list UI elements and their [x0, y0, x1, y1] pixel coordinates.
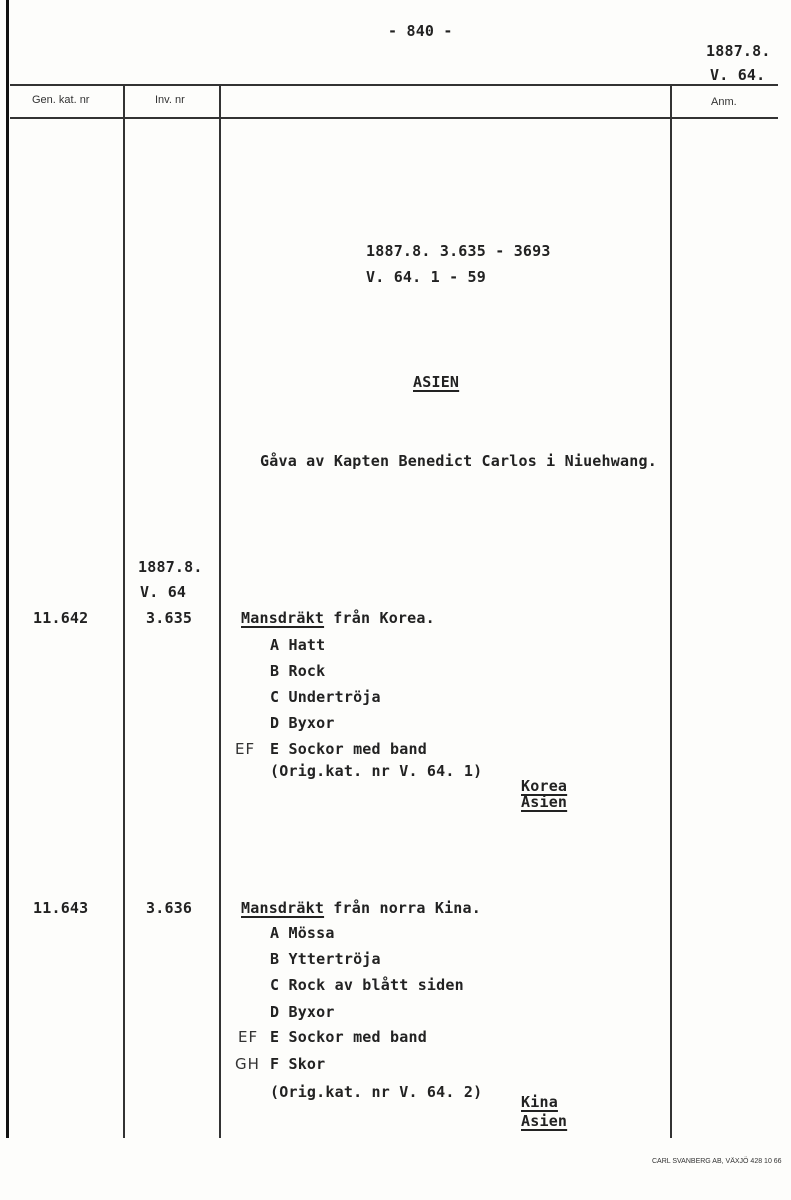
entry-title	[241, 609, 435, 627]
entry-item: A Mössa	[270, 924, 335, 942]
handwritten-mark: EF	[235, 740, 256, 758]
entry-title-underlined: Mansdräkt	[241, 899, 325, 917]
entry-item: C Undertröja	[270, 688, 381, 706]
inv-block-header-line1: 1887.8.	[138, 558, 203, 576]
entry-item: E Sockor med band	[270, 740, 427, 758]
page-number: - 840 -	[388, 22, 453, 40]
entry-title-rest: från norra Kina.	[324, 899, 482, 917]
top-right-ref-line2: V. 64.	[710, 66, 766, 84]
entry-tag-continent: Asien	[521, 793, 568, 811]
collection-ref-line1: 1887.8. 3.635 - 3693	[366, 242, 551, 260]
entry-tag-country: Korea	[521, 777, 568, 795]
donation-line: Gåva av Kapten Benedict Carlos i Niuehwang.	[260, 452, 657, 470]
entry-item: E Sockor med band	[270, 1028, 427, 1046]
entry-item: B Yttertröja	[270, 950, 381, 968]
entry-item: A Hatt	[270, 636, 326, 654]
entry-item: F Skor	[270, 1055, 326, 1073]
entry-title-underlined: Mansdräkt	[241, 609, 325, 627]
entry-title	[241, 899, 481, 917]
column-header-anm: Anm.	[711, 96, 737, 108]
entry-title-rest: från Korea.	[324, 609, 435, 627]
handwritten-mark: GH	[235, 1055, 260, 1073]
region-heading: ASIEN	[413, 373, 460, 391]
entry-orig-ref: (Orig.kat. nr V. 64. 2)	[270, 1083, 483, 1101]
inv-block-header-line2: V. 64	[140, 583, 187, 601]
entry-tag-continent: Asien	[521, 1112, 568, 1130]
entry-orig-ref: (Orig.kat. nr V. 64. 1)	[270, 762, 483, 780]
entry-item: B Rock	[270, 662, 326, 680]
top-right-ref-line1: 1887.8.	[706, 42, 771, 60]
handwritten-mark: EF	[238, 1028, 259, 1046]
entry-gen-number: 11.642	[33, 609, 89, 627]
entry-inv-number: 3.636	[146, 899, 193, 917]
entry-item: D Byxor	[270, 1003, 335, 1021]
left-margin-line	[6, 0, 9, 1138]
column-divider-inv-desc	[219, 84, 221, 1138]
header-bottom-rule	[10, 117, 778, 119]
collection-ref-line2: V. 64. 1 - 59	[366, 268, 486, 286]
entry-gen-number: 11.643	[33, 899, 89, 917]
column-header-inv: Inv. nr	[155, 94, 185, 106]
entry-inv-number: 3.635	[146, 609, 193, 627]
column-divider-desc-anm	[670, 84, 672, 1138]
entry-item: D Byxor	[270, 714, 335, 732]
entry-item: C Rock av blått siden	[270, 976, 464, 994]
column-header-gen-kat: Gen. kat. nr	[32, 94, 90, 106]
printer-footer: CARL SVANBERG AB, VÄXJÖ 428 10 66	[652, 1158, 782, 1165]
header-top-rule	[10, 84, 778, 86]
entry-tag-country: Kina	[521, 1093, 558, 1111]
column-divider-gen-inv	[123, 84, 125, 1138]
